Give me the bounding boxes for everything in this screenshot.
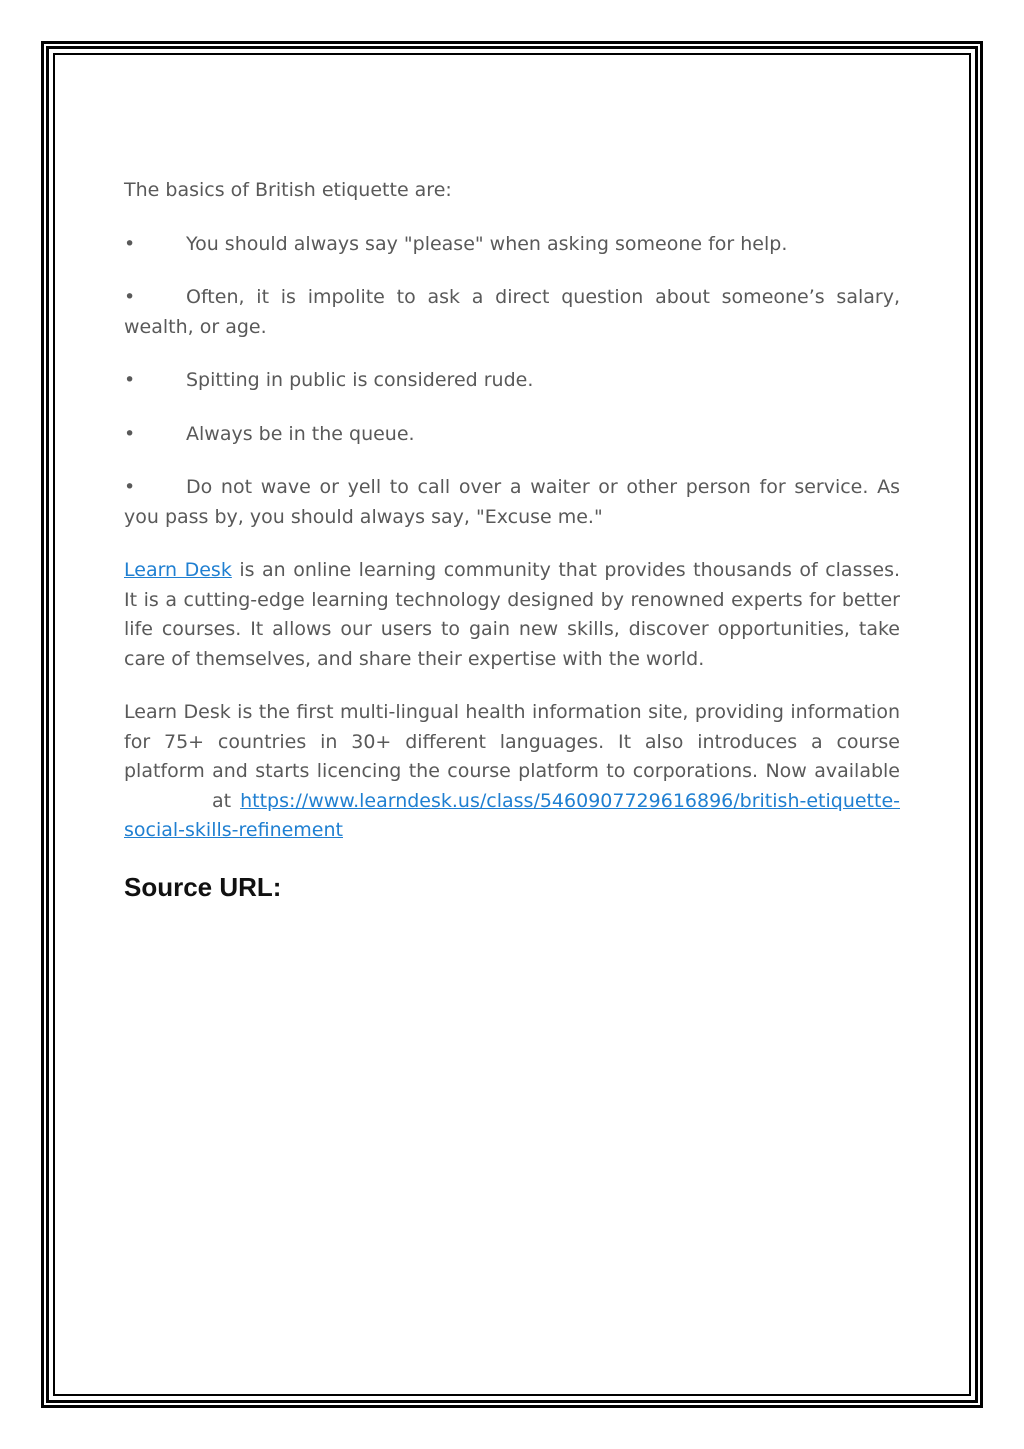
bullet-text: You should always say "please" when asking someone for help. (186, 232, 788, 255)
source-url-heading: Source URL: (124, 871, 282, 902)
learn-desk-paragraph (124, 556, 900, 674)
bullet-text: Always be in the queue. (186, 422, 415, 445)
availability-text: Learn Desk is the first multi-lingual health information site, providing information for 75+ countries in 30+ different languages. It also introduces a course platform and starts licencing the course platform to corporations. Now available (124, 701, 900, 782)
bullet-icon: • (124, 422, 136, 445)
bullet-item (124, 283, 900, 342)
bullet-text: Do not wave or yell to call over a waiter or other person for service. As you pass by, you should always say, "Excuse me." (124, 476, 900, 528)
intro-text: The basics of British etiquette are: (124, 179, 452, 201)
bullet-item (124, 473, 900, 532)
learn-desk-description: is an online learning community that provides thousands of classes. It is a cutting-edge learning technology designed by renowned experts for better life courses. It allows our users to gain new skills, discover opportunities, take care of themselves, and share their expertise with the world. (124, 559, 901, 670)
course-url-link[interactable]: https://www.learndesk.us/class/5460907729616896/british-etiquette-social-skills-refinement (124, 789, 900, 841)
learn-desk-link[interactable]: Learn Desk (124, 559, 232, 581)
availability-paragraph (124, 698, 900, 846)
bullet-icon: • (124, 286, 136, 308)
bullet-item (124, 420, 900, 450)
bullet-item (124, 230, 900, 260)
bullet-icon: • (124, 476, 136, 498)
bullet-text: Spitting in public is considered rude. (186, 369, 534, 391)
bullet-icon: • (124, 369, 136, 391)
bullet-icon: • (124, 232, 136, 255)
bullet-text: Often, it is impolite to ask a direct question about someone’s salary, wealth, or age. (124, 286, 900, 338)
at-text: at (212, 789, 241, 812)
bullet-item (124, 366, 900, 396)
document-body (124, 176, 900, 904)
